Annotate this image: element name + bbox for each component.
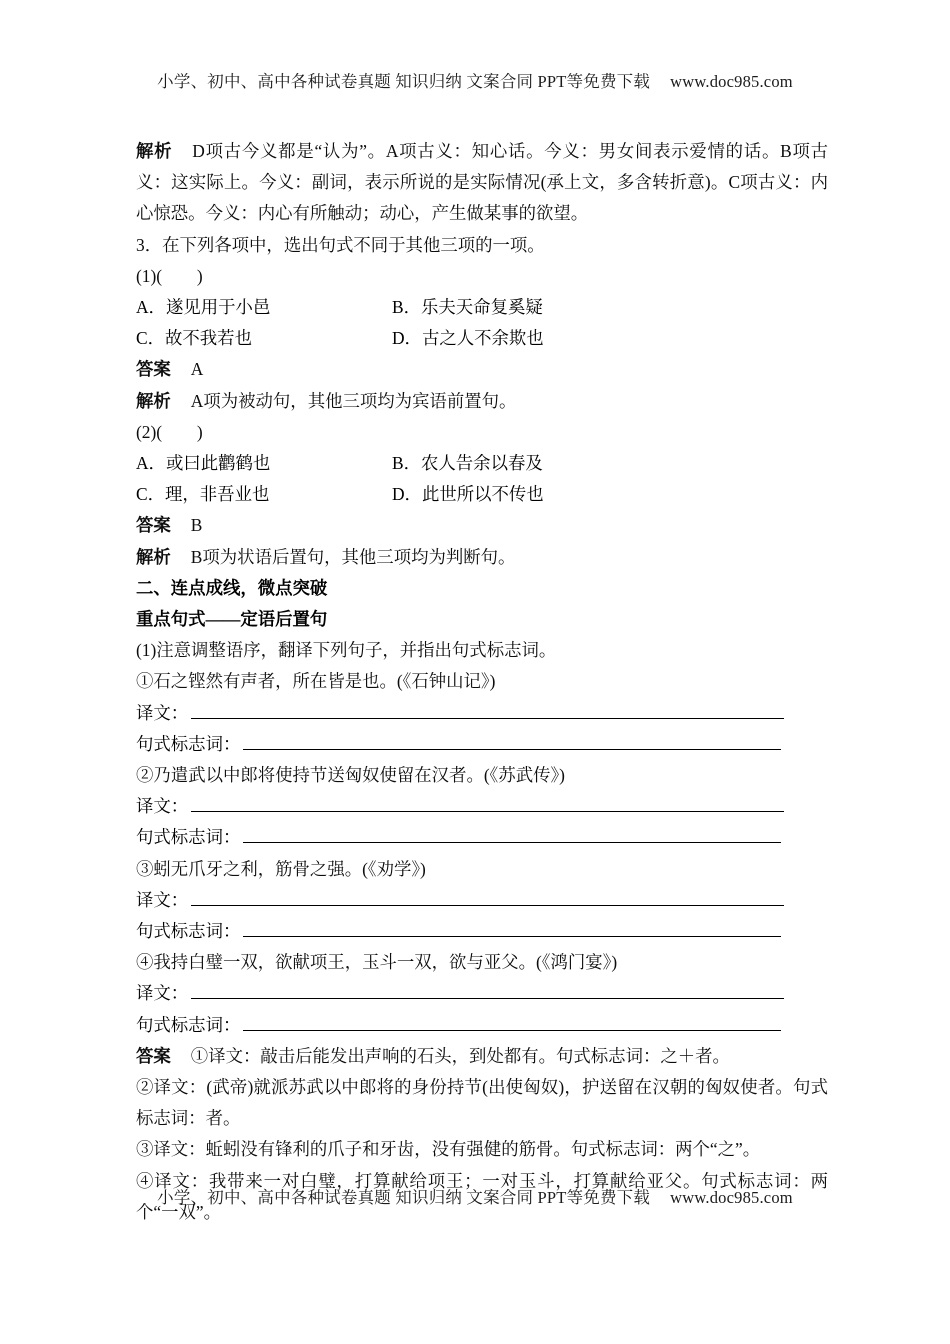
marker-blank-row (136, 729, 828, 760)
option-d[interactable] (392, 323, 544, 354)
exercise-item-text: 石之铿然有声者，所在皆是也。(《石钟山记》) (153, 671, 496, 692)
watermark-header (0, 68, 950, 92)
option-d-key: D． (392, 328, 422, 349)
question-3-part-1-option-row-cd (136, 323, 828, 354)
marker-label: 句式标志词： (136, 827, 241, 848)
translation-blank-row (136, 791, 828, 822)
translation-blank-row (136, 698, 828, 729)
watermark-header-url: www.doc985.com (670, 72, 793, 91)
option-c-text: 理，非吾业也 (165, 484, 270, 505)
option-b-text: 乐夫天命复奚疑 (421, 297, 543, 318)
document-body (136, 136, 828, 1228)
exercise-item-sentence (136, 666, 828, 697)
answer-text: ①译文：敲击后能发出声响的石头，到处都有。句式标志词：之＋者。 (190, 1045, 730, 1066)
option-c[interactable] (136, 323, 252, 354)
marker-input-rule[interactable] (243, 918, 781, 937)
marker-input-rule[interactable] (243, 1012, 781, 1031)
question-3-part-1-analysis (136, 386, 828, 417)
section-two-answer-3: ③译文：蚯蚓没有锋利的爪子和牙齿，没有强健的筋骨。句式标志词：两个“之”。 (136, 1139, 761, 1160)
answer-value: B (190, 515, 203, 536)
answer-value: A (190, 359, 204, 380)
exercise-item-number: ③ (136, 858, 154, 879)
translation-blank-row (136, 885, 828, 916)
marker-blank-row (136, 822, 828, 853)
translation-input-rule[interactable] (191, 700, 784, 719)
section-two-instruction: (1)注意调整语序，翻译下列句子，并指出句式标志词。 (136, 640, 557, 661)
watermark-footer-text: 小学、初中、高中各种试卷真题 知识归纳 文案合同 PPT等免费下载 (157, 1188, 651, 1207)
analysis-label: 解析 (136, 390, 171, 411)
answer-label: 答案 (136, 1045, 171, 1066)
analysis-label: 解析 (136, 546, 171, 567)
option-a-key: A． (136, 453, 166, 473)
option-b-text: 农人告余以春及 (421, 453, 543, 473)
translation-input-rule[interactable] (191, 887, 784, 906)
question-3-part-2-number: (2)( ) (136, 421, 203, 442)
marker-input-rule[interactable] (243, 824, 781, 843)
option-c-key: C． (136, 328, 165, 349)
marker-label: 句式标志词： (136, 1014, 241, 1035)
option-a[interactable] (136, 292, 270, 323)
watermark-footer-url: www.doc985.com (670, 1188, 793, 1207)
answer-label: 答案 (136, 515, 171, 536)
option-d-text: 此世所以不传也 (421, 484, 544, 505)
section-two-answer-2: ②译文：(武帝)就派苏武以中郎将的身份持节(出使匈奴)，护送留在汉朝的匈奴使者。句式标志词：者。 (136, 1076, 828, 1129)
option-c-key: C． (136, 484, 165, 505)
option-c-text: 故不我若也 (165, 328, 252, 349)
exercise-item-number: ② (136, 764, 154, 785)
exercise-item-number: ④ (136, 952, 154, 973)
option-d-key: D． (392, 484, 422, 505)
exercise-item-text: 我持白璧一双，欲献项王，玉斗一双，欲与亚父。(《鸿门宴》) (153, 952, 618, 973)
marker-blank-row (136, 916, 828, 947)
translation-blank-row (136, 978, 828, 1009)
option-a-text: 或曰此鹳鹤也 (165, 453, 271, 473)
marker-label: 句式标志词： (136, 920, 241, 941)
question-3-part-1-option-row-ab (136, 292, 828, 323)
section-two-answer-1 (136, 1041, 828, 1072)
analysis-text: D项古今义都是“认为”。A项古义：知心话。今义：男女间表示爱情的话。B项古义：这实际上。今义：副词，表示所说的是实际情况(承上文，多含转折意)。C项古义：内心惊恐。今义：内心有所触动；动心，产生做某事的欲望。 (136, 141, 828, 224)
translation-label: 译文： (136, 796, 189, 817)
exercise-item-number: ① (136, 671, 154, 692)
option-d-text: 古之人不余欺也 (421, 328, 544, 349)
analysis-paragraph-top (136, 136, 828, 230)
translation-input-rule[interactable] (191, 980, 784, 999)
option-b-key: B． (392, 297, 421, 318)
option-a[interactable] (136, 448, 270, 479)
analysis-text: A项为被动句，其他三项均为宾语前置句。 (190, 390, 517, 411)
translation-label: 译文： (136, 702, 189, 723)
analysis-text: B项为状语后置句，其他三项均为判断句。 (190, 546, 516, 567)
exercise-item-sentence (136, 760, 828, 791)
section-two-answer-4: ④译文：我带来一对白璧，打算献给项王；一对玉斗，打算献给亚父。句式标志词：两个“一双”。 (136, 1170, 828, 1222)
question-3-part-2-answer (136, 510, 828, 541)
translation-input-rule[interactable] (191, 793, 784, 812)
option-b[interactable] (392, 448, 543, 479)
question-3-part-1-number: (1)( ) (136, 265, 203, 286)
translation-label: 译文： (136, 983, 189, 1004)
question-3-part-2-option-row-ab (136, 448, 828, 479)
watermark-footer (0, 1184, 950, 1208)
answer-label: 答案 (136, 359, 171, 380)
question-3-part-1-answer (136, 354, 828, 385)
marker-blank-row (136, 1010, 828, 1041)
option-a-text: 遂见用于小邑 (165, 297, 271, 318)
marker-input-rule[interactable] (243, 731, 781, 750)
option-a-key: A． (136, 297, 166, 318)
watermark-header-text: 小学、初中、高中各种试卷真题 知识归纳 文案合同 PPT等免费下载 (157, 72, 651, 91)
exercise-item-sentence (136, 854, 828, 885)
option-c[interactable] (136, 479, 269, 510)
marker-label: 句式标志词： (136, 733, 241, 754)
exercise-item-sentence (136, 947, 828, 978)
question-3-stem: 3．在下列各项中，选出句式不同于其他三项的一项。 (136, 234, 545, 255)
option-b-key: B． (392, 453, 421, 473)
exercise-item-text: 蚓无爪牙之利，筋骨之强。(《劝学》) (153, 858, 426, 879)
section-two-subheading: 重点句式——定语后置句 (136, 608, 328, 629)
question-3-part-2-analysis (136, 542, 828, 573)
question-3-part-2-option-row-cd (136, 479, 828, 510)
analysis-label: 解析 (136, 141, 173, 161)
option-d[interactable] (392, 479, 544, 510)
exercise-item-text: 乃遣武以中郎将使持节送匈奴使留在汉者。(《苏武传》) (153, 764, 565, 785)
option-b[interactable] (392, 292, 543, 323)
section-two-heading: 二、连点成线，微点突破 (136, 577, 328, 598)
translation-label: 译文： (136, 889, 189, 910)
